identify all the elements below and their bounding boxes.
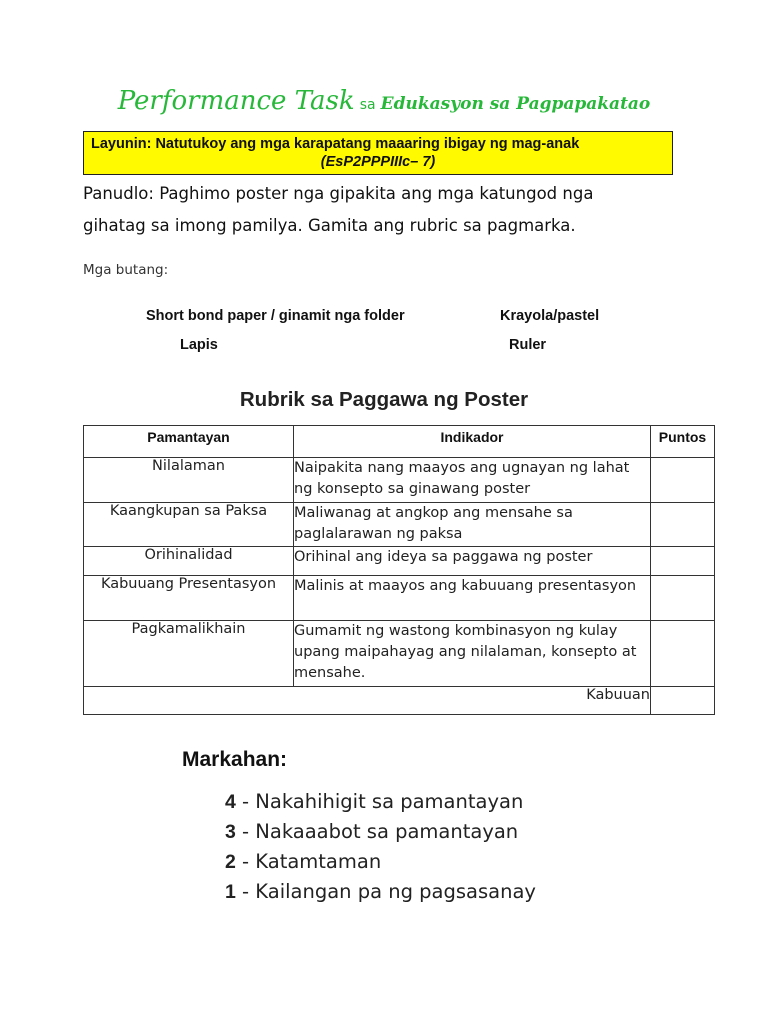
criterion-cell: Kaangkupan sa Paksa	[84, 503, 294, 547]
document-title	[0, 86, 768, 116]
points-cell[interactable]	[651, 503, 715, 547]
table-row	[84, 458, 715, 503]
materials-label: Mga butang:	[83, 262, 169, 278]
title-sa: sa	[359, 97, 376, 113]
grade-label: Nakahihigit sa pamantayan	[255, 790, 524, 813]
total-points-cell[interactable]	[651, 687, 715, 715]
grading-item: 3 - Nakaaabot sa pamantayan	[225, 820, 519, 843]
grading-item: 4 - Nakahihigit sa pamantayan	[225, 790, 524, 813]
total-label: Kabuuan	[84, 687, 651, 715]
grading-title: Markahan:	[182, 748, 288, 771]
table-header-row	[84, 426, 715, 458]
table-total-row	[84, 687, 715, 715]
grading-item: 2 - Katamtaman	[225, 850, 382, 873]
grade-label: Nakaaabot sa pamantayan	[255, 820, 519, 843]
grade-score: 2	[225, 851, 236, 873]
material-item: Krayola/pastel	[500, 308, 600, 324]
title-subject: Edukasyon sa Pagpapakatao	[380, 94, 651, 114]
material-item: Ruler	[509, 337, 547, 353]
table-row	[84, 621, 715, 687]
material-item: Short bond paper / ginamit nga folder	[146, 308, 405, 324]
criterion-cell: Pagkamalikhain	[84, 621, 294, 687]
grade-score: 3	[225, 821, 236, 843]
criterion-cell: Orihinalidad	[84, 547, 294, 576]
table-row	[84, 576, 715, 621]
grade-label: Kailangan pa ng pagsasanay	[255, 880, 536, 903]
points-cell[interactable]	[651, 576, 715, 621]
rubric-table	[83, 425, 715, 715]
criterion-cell: Kabuuang Presentasyon	[84, 576, 294, 621]
indicator-cell: Orihinal ang ideya sa paggawa ng poster	[294, 547, 651, 576]
objective-box	[83, 131, 673, 175]
indicator-cell: Malinis at maayos ang kabuuang presentasyon	[294, 576, 651, 621]
material-item: Lapis	[180, 337, 218, 353]
table-row	[84, 547, 715, 576]
criterion-cell: Nilalaman	[84, 458, 294, 503]
grade-score: 1	[225, 881, 236, 903]
column-header: Pamantayan	[84, 426, 294, 458]
indicator-cell: Maliwanag at angkop ang mensahe sa paglalarawan ng paksa	[294, 503, 651, 547]
indicator-cell: Gumamit ng wastong kombinasyon ng kulay upang maipahayag ang nilalaman, konsepto at mensahe.	[294, 621, 651, 687]
instructions-line-2: gihatag sa imong pamilya. Gamita ang rubric sa pagmarka.	[83, 216, 576, 235]
column-header: Puntos	[651, 426, 715, 458]
table-row	[84, 503, 715, 547]
instructions-line-1: Panudlo: Paghimo poster nga gipakita ang mga katungod nga	[83, 184, 594, 203]
points-cell[interactable]	[651, 621, 715, 687]
rubric-title: Rubrik sa Paggawa ng Poster	[239, 388, 529, 411]
objective-code: (EsP2PPPIIIc– 7)	[320, 154, 436, 170]
column-header: Indikador	[294, 426, 651, 458]
grading-item: 1 - Kailangan pa ng pagsasanay	[225, 880, 536, 903]
indicator-cell: Naipakita nang maayos ang ugnayan ng lahat ng konsepto sa ginawang poster	[294, 458, 651, 503]
points-cell[interactable]	[651, 547, 715, 576]
objective-text: Layunin: Natutukoy ang mga karapatang maaaring ibigay ng mag-anak	[91, 136, 580, 152]
title-performance-task: Performance Task	[117, 86, 355, 116]
points-cell[interactable]	[651, 458, 715, 503]
grade-score: 4	[225, 791, 236, 813]
grade-label: Katamtaman	[255, 850, 382, 873]
